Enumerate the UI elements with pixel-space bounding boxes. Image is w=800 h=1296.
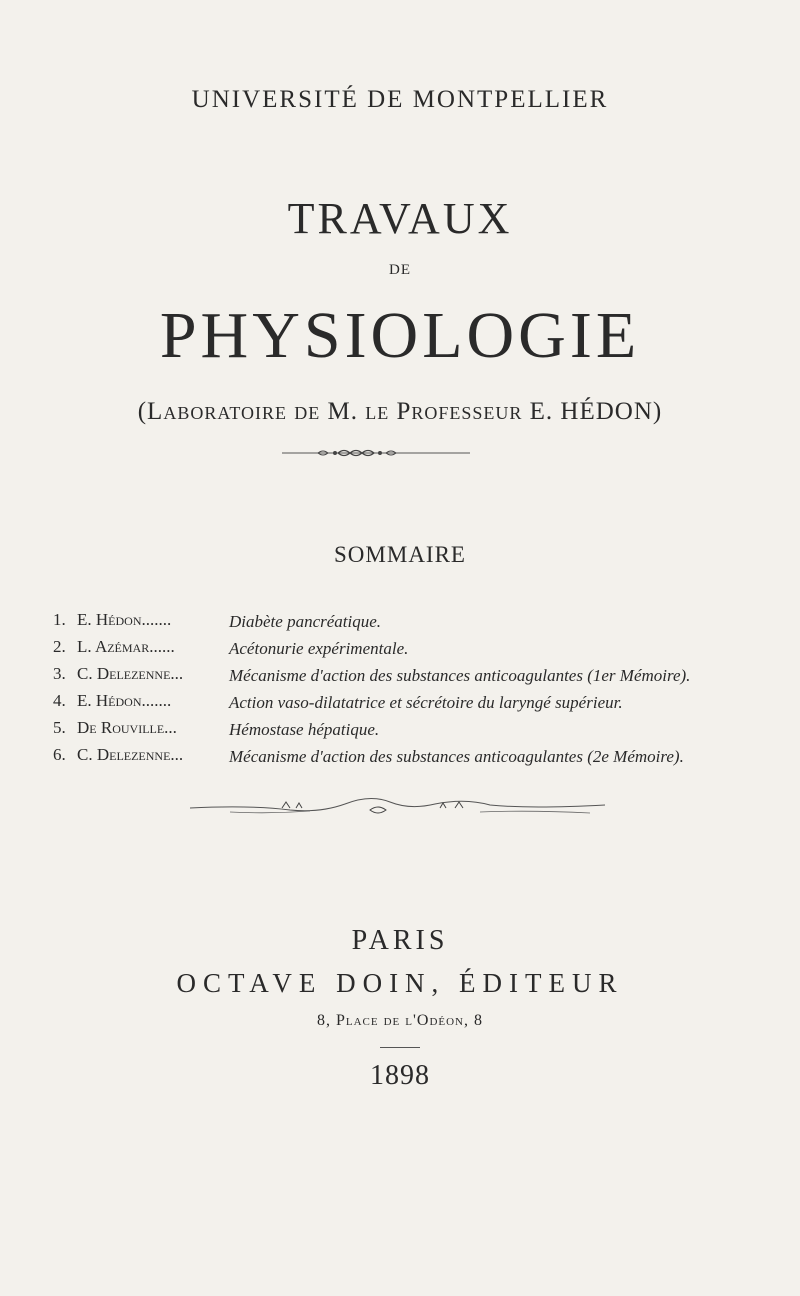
list-item bbox=[53, 691, 773, 714]
list-item bbox=[53, 637, 773, 660]
flourish-ornament bbox=[0, 792, 800, 827]
item-number: 1. bbox=[53, 610, 66, 629]
list-item bbox=[53, 610, 773, 633]
item-author: C. Delezenne... bbox=[77, 664, 184, 683]
divider-ornament bbox=[0, 446, 800, 464]
item-title: Acétonurie expérimentale. bbox=[229, 639, 409, 658]
item-number: 2. bbox=[53, 637, 66, 656]
short-rule bbox=[380, 1047, 420, 1048]
title-connector: DE bbox=[389, 262, 411, 278]
item-title: Diabète pancréatique. bbox=[229, 612, 382, 631]
item-number: 3. bbox=[53, 664, 66, 683]
item-author: C. Delezenne... bbox=[77, 745, 184, 764]
item-title: Mécanisme d'action des substances anticoagulantes (1er Mémoire). bbox=[229, 666, 691, 685]
list-item bbox=[53, 718, 773, 741]
publisher-address: 8, Place de l'Odéon, 8 bbox=[317, 1012, 483, 1029]
item-number: 6. bbox=[53, 745, 66, 764]
publication-city: PARIS bbox=[351, 925, 449, 956]
list-item bbox=[53, 664, 773, 687]
item-title: Action vaso-dilatatrice et sécrétoire du laryngé supérieur. bbox=[229, 693, 623, 712]
title-line-2: PHYSIOLOGIE bbox=[159, 299, 641, 372]
item-title: Hémostase hépatique. bbox=[229, 720, 380, 739]
item-author: E. Hédon....... bbox=[77, 691, 172, 710]
title-line-1: TRAVAUX bbox=[287, 194, 513, 243]
item-author: L. Azémar...... bbox=[77, 637, 175, 656]
summary-list bbox=[53, 610, 773, 772]
item-author: E. Hédon....... bbox=[77, 610, 172, 629]
list-item bbox=[53, 745, 773, 768]
item-number: 4. bbox=[53, 691, 66, 710]
summary-heading: SOMMAIRE bbox=[334, 542, 466, 567]
publisher-name: OCTAVE DOIN, ÉDITEUR bbox=[176, 968, 624, 998]
item-title: Mécanisme d'action des substances anticoagulantes (2e Mémoire). bbox=[229, 747, 684, 766]
laboratory-subtitle: (Laboratoire de M. le Professeur E. HÉDON) bbox=[137, 398, 663, 425]
publication-year: 1898 bbox=[370, 1060, 430, 1091]
item-number: 5. bbox=[53, 718, 66, 737]
item-author: De Rouville... bbox=[77, 718, 177, 737]
university-name: UNIVERSITÉ DE MONTPELLIER bbox=[191, 86, 609, 113]
